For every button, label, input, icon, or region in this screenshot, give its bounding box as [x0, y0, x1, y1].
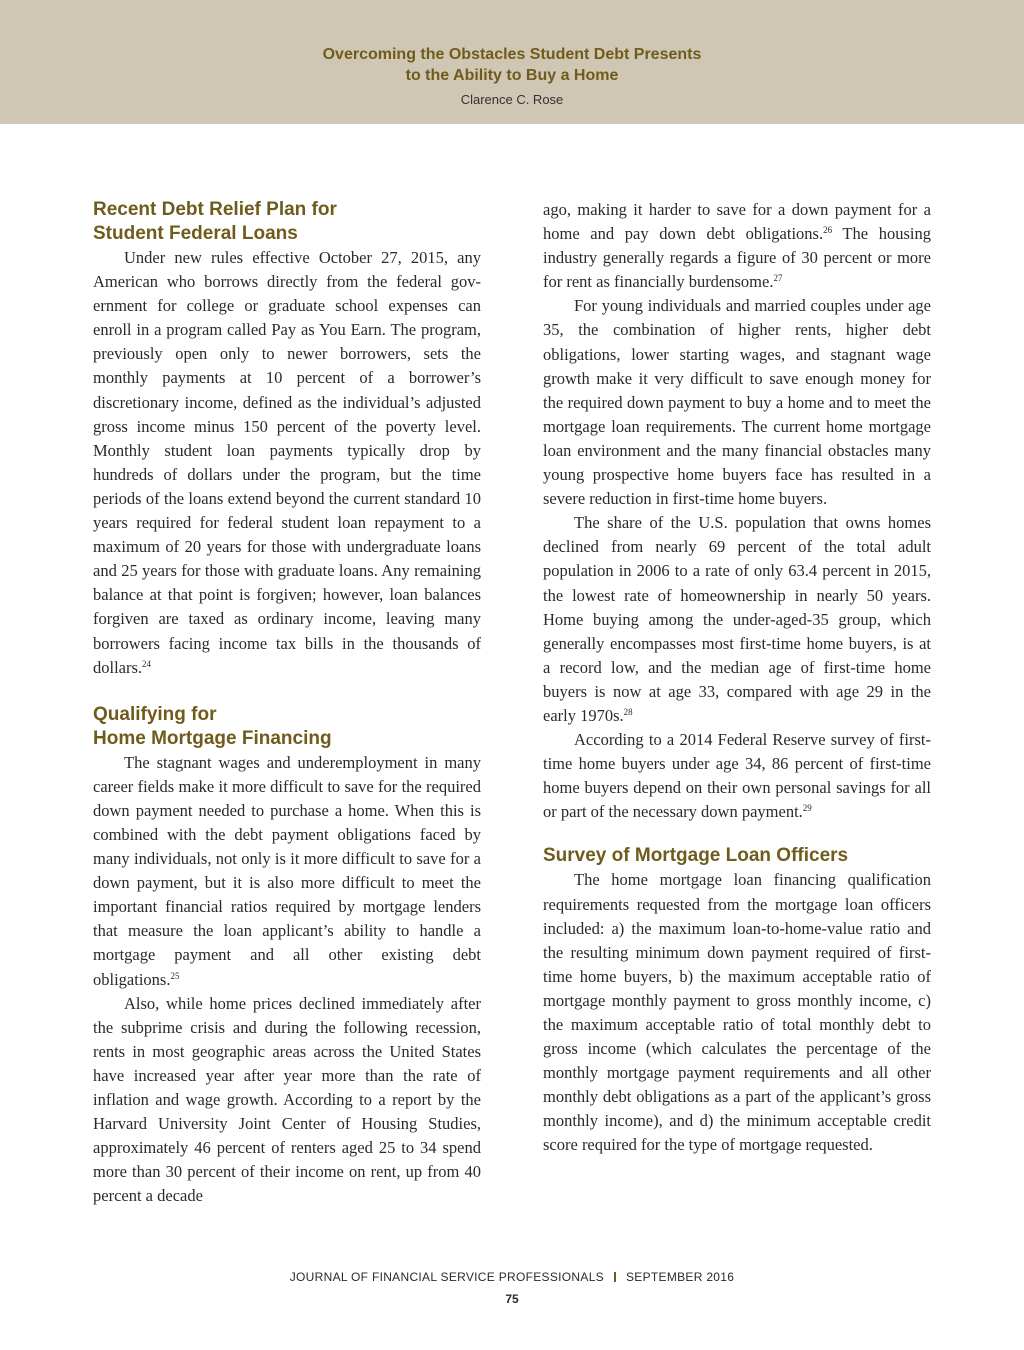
footer-journal — [0, 1270, 1024, 1284]
paragraph-text: For young individuals and married couples under age 35, the combination of higher rents, higher debt obligations, lower starting wages, and stagnant wage growth make it very difficult to save enough money for the required down payment to buy a home and to meet the mortgage loan requirements. The current home mortgage loan environment and the many financial obstacles many young prospective home buyers face has resulted in a severe reduction in first-time home buyers. — [543, 296, 931, 509]
journal-name: JOURNAL OF FINANCIAL SERVICE PROFESSIONALS — [289, 1270, 604, 1284]
paragraph — [543, 511, 931, 728]
footnote-ref: 29 — [802, 803, 812, 814]
section-heading-qualifying — [93, 703, 481, 751]
heading-line: Student Federal Loans — [93, 223, 298, 244]
paragraph-text: Under new rules effective October 27, 2015, any American who borrows directly from the federal government for college or graduate school expenses can enroll in a program called Pay as You Earn. The program, previously open only to newer borrowers, sets the monthly payments at 10 percent of a borrower’s discretionary income, defined as the individual’s adjusted gross income minus 150 percent of the poverty level. Monthly student loan payments typically drop by hundreds of dollars under the program, but the time periods of the loans extend beyond the current standard 10 years required for federal student loan repayment to a maximum of 20 years for those with undergraduate loans and 25 years for those with graduate loans. Any remaining balance at that point is forgiven; however, loan balances forgiven are taxed as ordinary income, leaving many borrowers facing income tax bills in the thousands of dollars. — [93, 248, 481, 677]
heading-line: Qualifying for — [93, 703, 217, 725]
page-number: 75 — [505, 1292, 519, 1306]
article-title-line1: Overcoming the Obstacles Student Debt Presents — [322, 46, 702, 63]
footer-separator — [614, 1272, 616, 1282]
paragraph-text: Also, while home prices declined immediately after the subprime crisis and during the following recession, rents in most geographic areas across the United States have increased year after year more than the rate of inflation and wage growth. According to a report by the Harvard University Joint Center of Housing Studies, approximately 46 percent of renters aged 25 to 34 spend more than 30 percent of their income on rent, up from 40 percent a decade — [93, 993, 481, 1206]
paragraph — [93, 992, 481, 1209]
paragraph — [543, 868, 931, 1157]
issue-date: SEPTEMBER 2016 — [625, 1270, 735, 1284]
paragraph-text: ago, making it harder to save for a down payment for a home and pay down debt obligations. — [543, 200, 931, 244]
paragraph — [543, 294, 931, 511]
footnote-ref: 26 — [823, 225, 833, 236]
paragraph — [543, 728, 931, 824]
paragraph-text: The home mortgage loan financing qualification requirements requested from the mortgage loan officers included: a) the maximum loan-to-home-value ratio and the resulting minimum down payment required of first-time home buyers, b) the maximum acceptable ratio of mortgage monthly payment to gross monthly income, c) the maximum acceptable ratio of total monthly debt to gross income (which calculates the percentage of the monthly mortgage payment requirements and all other monthly debt obligations as a part of the applicant’s gross monthly income), and d) the minimum acceptable credit score required for the type of mortgage requested. — [543, 870, 931, 1155]
footnote-ref: 28 — [623, 706, 633, 717]
footnote-ref: 24 — [142, 658, 152, 669]
right-column — [543, 198, 931, 1158]
paragraph-text: The share of the U.S. population that owns homes declined from nearly 69 percent of the total adult population in 2006 to a rate of only 63.4 percent in 2015, the lowest rate of homeownership in nearly 50 years. Home buying among the under-aged-35 group, which generally encompasses most first-time home buyers, is at a record low, and the median age of first-time home buyers is now at age 33, compared with age 29 in the early 1970s. — [543, 513, 931, 725]
paragraph-text: The stagnant wages and underemployment in many career fields make it more difficult to save for the required down payment needed to purchase a home. When this is combined with the debt payment obligations faced by many individuals, not only is it more difficult to save for a down payment, but it is also more difficult to meet the important financial ratios required by mortgage lenders that measure the loan applicant’s ability to handle a mortgage payment and all other existing debt obligations. — [93, 752, 481, 989]
section-heading-debt-relief — [93, 198, 481, 246]
article-author: Clarence C. Rose — [460, 92, 564, 107]
paragraph-continued — [543, 198, 931, 294]
heading-line: Recent Debt Relief Plan for — [93, 199, 337, 220]
left-column — [93, 198, 481, 1208]
paragraph — [93, 751, 481, 992]
footnote-ref: 25 — [170, 970, 180, 981]
header-band — [0, 0, 1024, 124]
article-title-line2: to the Ability to Buy a Home — [405, 67, 619, 84]
section-heading-survey: Survey of Mortgage Loan Officers — [543, 845, 849, 867]
footnote-ref: 27 — [773, 273, 783, 284]
paragraph-text: The housing industry generally regards a figure of 30 percent or more for rent as financially burdensome. — [543, 224, 931, 292]
heading-line: Home Mortgage Financing — [93, 727, 332, 749]
paragraph-text: According to a 2014 Federal Reserve survey of first-time home buyers under age 34, 86 percent of first-time home buyers depend on their own personal savings for all or part of the necessary down payment. — [543, 730, 931, 822]
paragraph — [93, 246, 481, 680]
